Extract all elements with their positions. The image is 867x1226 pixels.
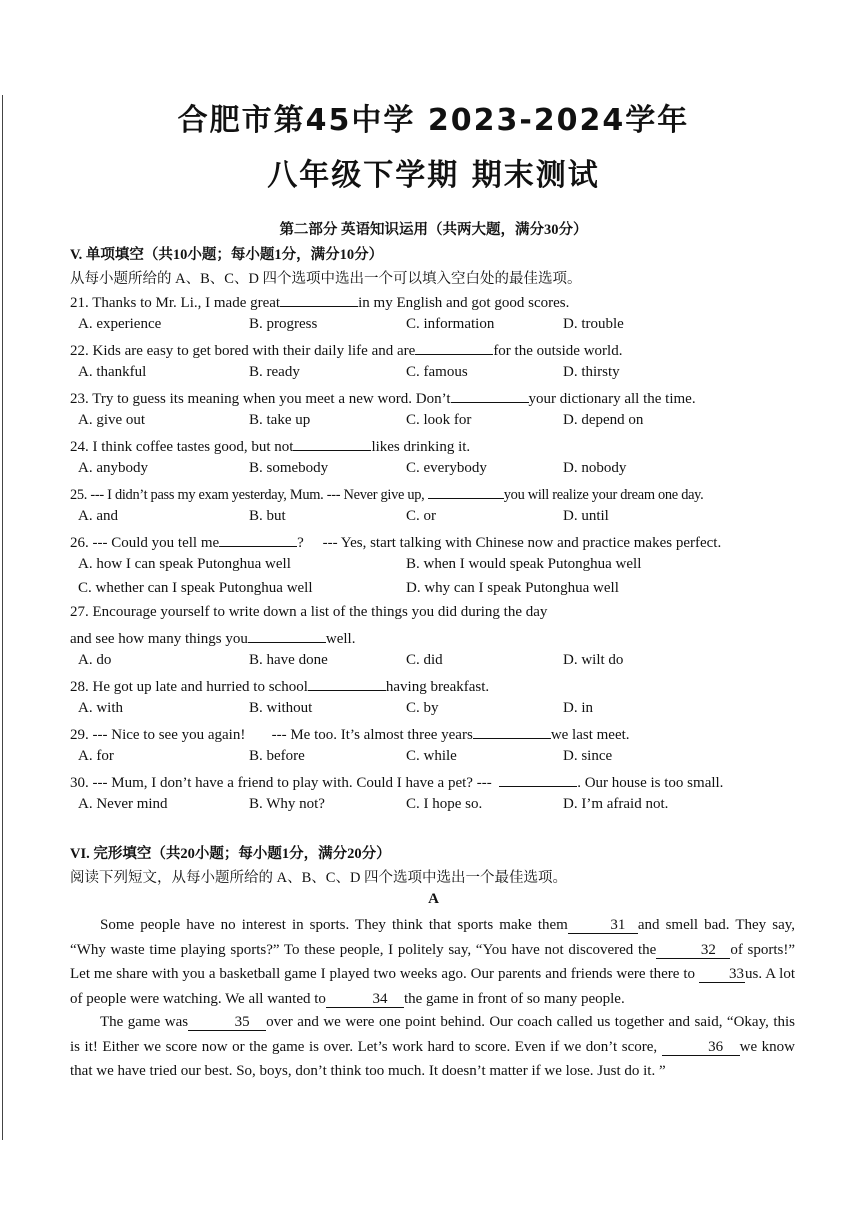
passage-text: and smell bad. They say, “Why waste time playing sports?” To these people, I politely say, “You have not discovered the	[70, 917, 796, 958]
option-d: D. I’m afraid not.	[563, 796, 669, 812]
question-23	[70, 388, 696, 408]
option-d: D. since	[563, 748, 613, 764]
question-text: 22. Kids are easy to get bored with their daily life and are	[70, 343, 416, 359]
question-27: 27. Encourage yourself to write down a list of the things you did during the day	[70, 604, 548, 620]
answer-blank	[308, 676, 386, 691]
option-b: B. ready	[249, 364, 300, 380]
answer-blank	[428, 484, 504, 499]
passage-text: Some people have no interest in sports. They think that sports make them	[100, 917, 568, 933]
option-c: C. information	[406, 316, 495, 332]
question-text: likes drinking it.	[371, 439, 471, 455]
option-d: D. in	[563, 700, 593, 716]
option-b: B. have done	[249, 652, 328, 668]
option-a: A. how I can speak Putonghua well	[78, 556, 291, 572]
cloze-blank-33: 33	[699, 966, 745, 983]
option-d: D. until	[563, 508, 609, 524]
passage-paragraph-2	[70, 1010, 795, 1084]
passage-text: the game in front of so many people.	[403, 990, 625, 1007]
cloze-blank-35: 35	[188, 1014, 266, 1031]
option-b: B. before	[249, 748, 305, 764]
answer-blank	[293, 436, 371, 451]
answer-blank	[473, 724, 551, 739]
passage-title: A	[428, 891, 439, 907]
exam-title-line1: 合肥市第45中学 2023-2024学年	[177, 103, 690, 138]
option-b: B. but	[249, 508, 286, 524]
left-margin-rule	[2, 95, 3, 1140]
question-text: and see how many things you	[70, 631, 248, 647]
option-c: C. famous	[406, 364, 468, 380]
option-a: A. do	[78, 652, 112, 668]
option-d: D. nobody	[563, 460, 627, 476]
question-25	[70, 484, 703, 504]
part6-instruction: 阅读下列短文，从每小题所给的 A、B、C、D 四个选项中选出一个最佳选项。	[70, 870, 568, 886]
question-text: --- Yes, start talking with Chinese now and practice makes perfect.	[322, 535, 722, 551]
part6-heading: VI. 完形填空（共20小题；每小题1分，满分20分）	[70, 846, 391, 862]
option-a: A. Never mind	[78, 796, 168, 812]
question-text: 30. --- Mum, I don’t have a friend to play with. Could I have a pet? ---	[70, 775, 492, 791]
question-30	[70, 772, 723, 792]
option-d: D. trouble	[563, 316, 624, 332]
passage-text: us. A lot of people were watching. We all wanted to	[70, 966, 795, 1007]
option-a: A. with	[78, 700, 123, 716]
question-text: --- Me too. It’s almost three years	[271, 727, 473, 743]
passage-paragraph-1	[70, 913, 795, 1011]
exam-title-line2: 八年级下学期 期末测试	[267, 158, 600, 193]
question-28	[70, 676, 489, 696]
part5-instruction: 从每小题所给的 A、B、C、D 四个选项中选出一个可以填入空白处的最佳选项。	[70, 271, 582, 287]
option-a: A. anybody	[78, 460, 148, 476]
question-text: for the outside world.	[493, 343, 623, 359]
question-text: you will realize your dream one day.	[503, 487, 704, 503]
question-text: ?	[297, 535, 304, 551]
option-b: B. when I would speak Putonghua well	[406, 556, 642, 572]
question-21	[70, 292, 569, 312]
question-text: 21. Thanks to Mr. Li., I made great	[70, 295, 281, 311]
option-b: B. Why not?	[249, 796, 325, 812]
option-c: C. or	[406, 508, 436, 524]
question-text: 26. --- Could you tell me	[70, 535, 220, 551]
passage-text: The game was	[100, 1014, 189, 1030]
option-c: C. everybody	[406, 460, 487, 476]
option-d: D. why can I speak Putonghua well	[406, 580, 619, 596]
section-heading: 第二部分 英语知识运用（共两大题，满分30分）	[279, 222, 588, 238]
option-a: A. give out	[78, 412, 146, 428]
option-a: A. for	[78, 748, 114, 764]
question-26	[70, 532, 721, 552]
passage-text: of sports!” Let me share with you a basketball game I played two weeks ago. Our parents and friends were there to	[70, 941, 795, 982]
option-c: C. look for	[406, 412, 472, 428]
option-d: D. thirsty	[563, 364, 620, 380]
question-29	[70, 724, 630, 744]
option-c: C. did	[406, 652, 443, 668]
question-text: well.	[325, 631, 356, 647]
question-text: 25. --- I didn’t pass my exam yesterday, Mum. --- Never give up,	[70, 487, 425, 503]
cloze-blank-36: 36	[662, 1039, 740, 1056]
answer-blank	[219, 532, 297, 547]
option-c: C. while	[406, 748, 457, 764]
question-text: 24. I think coffee tastes good, but not	[70, 439, 294, 455]
question-text: . Our house is too small.	[577, 775, 724, 791]
answer-blank	[248, 628, 326, 643]
option-a: A. experience	[78, 316, 162, 332]
option-d: D. depend on	[563, 412, 644, 428]
cloze-blank-34: 34	[326, 991, 404, 1008]
question-22	[70, 340, 622, 360]
option-c: C. whether can I speak Putonghua well	[78, 580, 313, 596]
question-text: your dictionary all the time.	[528, 391, 696, 407]
option-a: A. thankful	[78, 364, 147, 380]
question-text: we last meet.	[550, 727, 630, 743]
passage-text: we know that we have tried our best. So, boys, don’t think too much. It doesn’t matter if we lose. Just do it. ”	[70, 1038, 796, 1079]
option-b: B. somebody	[249, 460, 329, 476]
question-text: 29. --- Nice to see you again!	[70, 727, 246, 743]
question-text: 23. Try to guess its meaning when you meet a new word. Don’t	[70, 391, 451, 407]
question-24	[70, 436, 470, 456]
option-d: D. wilt do	[563, 652, 624, 668]
question-27-continued	[70, 628, 355, 648]
answer-blank	[451, 388, 529, 403]
answer-blank	[415, 340, 493, 355]
option-b: B. without	[249, 700, 313, 716]
part5-heading: V. 单项填空（共10小题；每小题1分，满分10分）	[70, 247, 384, 263]
question-text: in my English and got good scores.	[358, 295, 570, 311]
option-a: A. and	[78, 508, 118, 524]
option-b: B. take up	[249, 412, 311, 428]
question-text: having breakfast.	[385, 679, 490, 695]
cloze-blank-31: 31	[568, 917, 638, 934]
answer-blank	[499, 772, 577, 787]
cloze-blank-32: 32	[656, 942, 730, 959]
option-b: B. progress	[249, 316, 318, 332]
question-text: 28. He got up late and hurried to school	[70, 679, 308, 695]
passage-text: over and we were one point behind. Our coach called us together and said, “Okay, this is it! Either we score now or the game is over. Let’s work hard to score. Even if we don’t score,	[70, 1014, 795, 1055]
answer-blank	[280, 292, 358, 307]
option-c: C. by	[406, 700, 439, 716]
option-c: C. I hope so.	[406, 796, 483, 812]
